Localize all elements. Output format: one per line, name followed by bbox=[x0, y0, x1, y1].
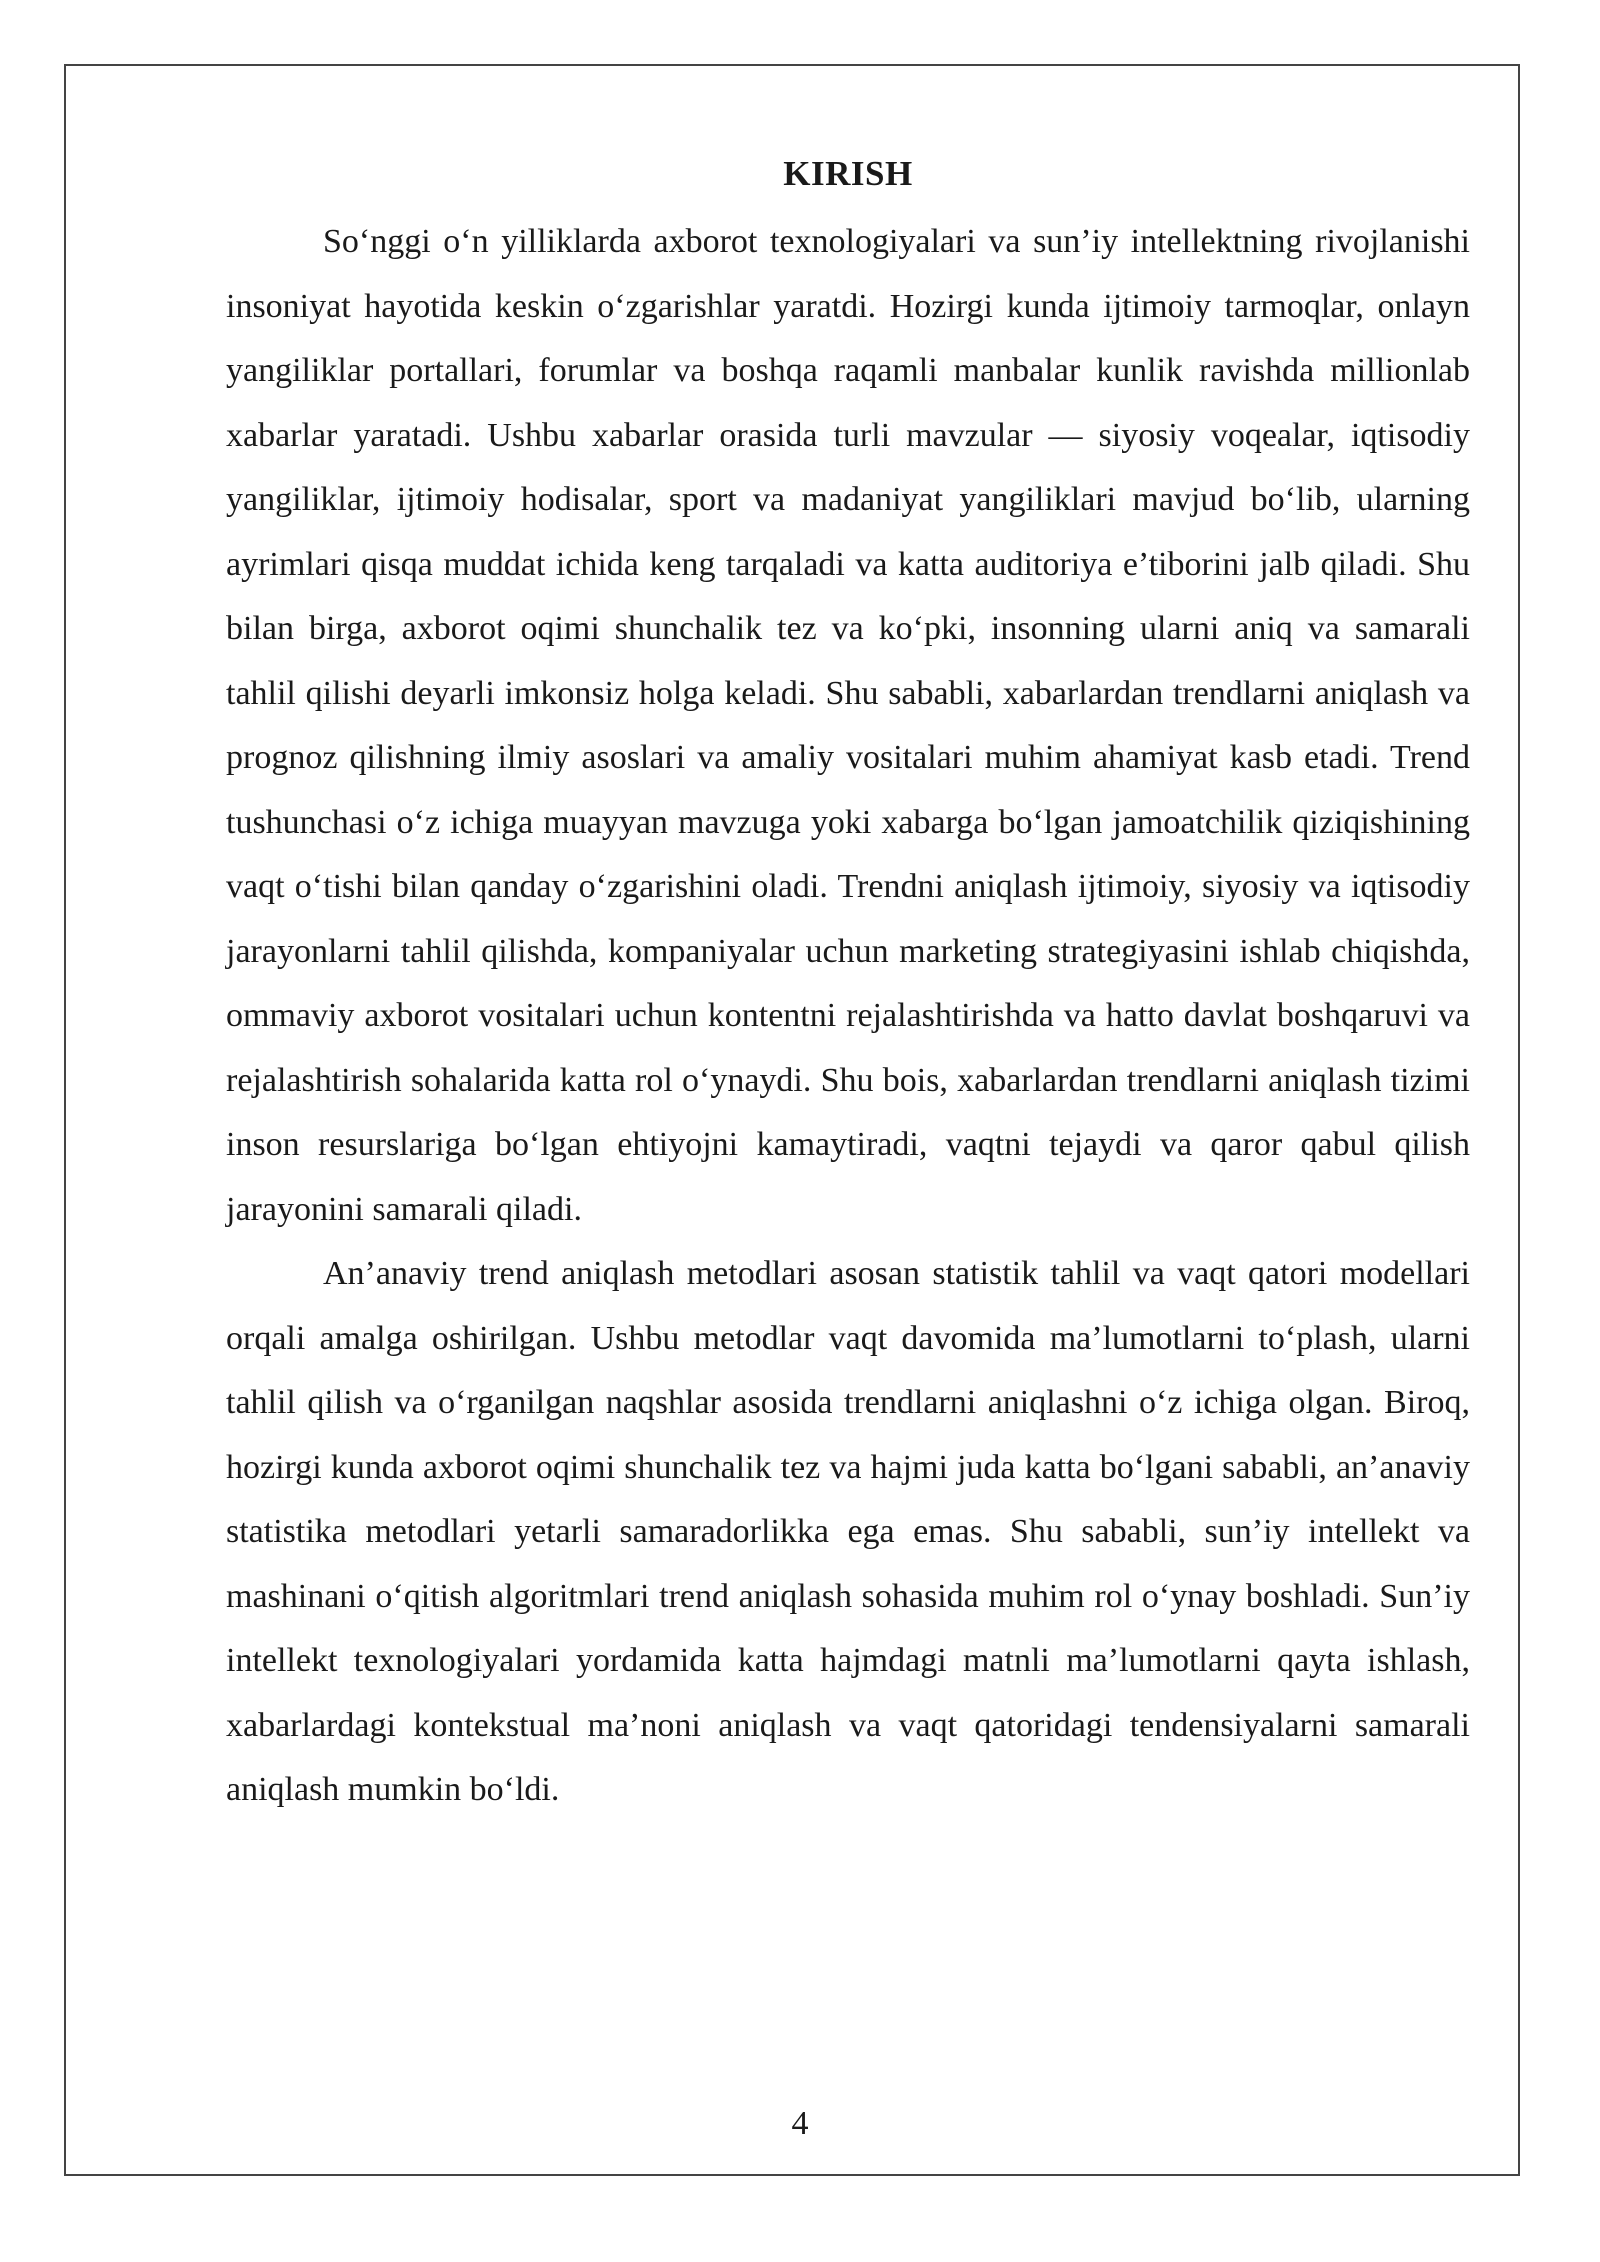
paragraph-2: An’anaviy trend aniqlash metodlari asosan statistik tahlil va vaqt qatori modellari orqali amalga oshirilgan. Ushbu metodlar vaqt davomida ma’lumotlarni to‘plash, ularni tahlil qilish va o‘rganilgan naqshlar asosida trendlarni aniqlashni o‘z ichiga olgan. Biroq, hozirgi kunda axborot oqimi shunchalik tez va hajmi juda katta bo‘lgani sababli, an’anaviy statistika metodlari yetarli samaradorlikka ega emas. Shu sababli, sun’iy intellekt va mashinani o‘qitish algoritmlari trend aniqlash sohasida muhim rol o‘ynay boshladi. Sun’iy intellekt texnologiyalari yordamida katta hajmdagi matnli ma’lumotlarni qayta ishlash, xabarlardagi kontekstual ma’noni aniqlash va vaqt qatoridagi tendensiyalarni samarali aniqlash mumkin bo‘ldi. bbox=[226, 1255, 1470, 1808]
section-title: KIRISH bbox=[783, 154, 913, 193]
paragraph-1: So‘nggi o‘n yilliklarda axborot texnologiyalari va sun’iy intellektning rivojlanishi insoniyat hayotida keskin o‘zgarishlar yaratdi. Hozirgi kunda ijtimoiy tarmoqlar, onlayn yangiliklar portallari, forumlar va boshqa raqamli manbalar kunlik ravishda millionlab xabarlar yaratadi. Ushbu xabarlar orasida turli mavzular — siyosiy voqealar, iqtisodiy yangiliklar, ijtimoiy hodisalar, sport va madaniyat yangiliklari mavjud bo‘lib, ularning ayrimlari qisqa muddat ichida keng tarqaladi va katta auditoriya e’tiborini jalb qiladi. Shu bilan birga, axborot oqimi shunchalik tez va ko‘pki, insonning ularni aniq va samarali tahlil qilishi deyarli imkonsiz holga keladi. Shu sababli, xabarlardan trendlarni aniqlash va prognoz qilishning ilmiy asoslari va amaliy vositalari muhim ahamiyat kasb etadi. Trend tushunchasi o‘z ichiga muayyan mavzuga yoki xabarga bo‘lgan jamoatchilik qiziqishining vaqt o‘tishi bilan qanday o‘zgarishini oladi. Trendni aniqlash ijtimoiy, siyosiy va iqtisodiy jarayonlarni tahlil qilishda, kompaniyalar uchun marketing strategiyasini ishlab chiqishda, ommaviy axborot vositalari uchun kontentni rejalashtirishda va hatto davlat boshqaruvi va rejalashtirish sohalarida katta rol o‘ynaydi. Shu bois, xabarlardan trendlarni aniqlash tizimi inson resurslariga bo‘lgan ehtiyojni kamaytiradi, vaqtni tejaydi va qaror qabul qilish jarayonini samarali qiladi. bbox=[226, 223, 1470, 1228]
page-number: 4 bbox=[791, 2105, 809, 2142]
document-body bbox=[226, 148, 1470, 1823]
